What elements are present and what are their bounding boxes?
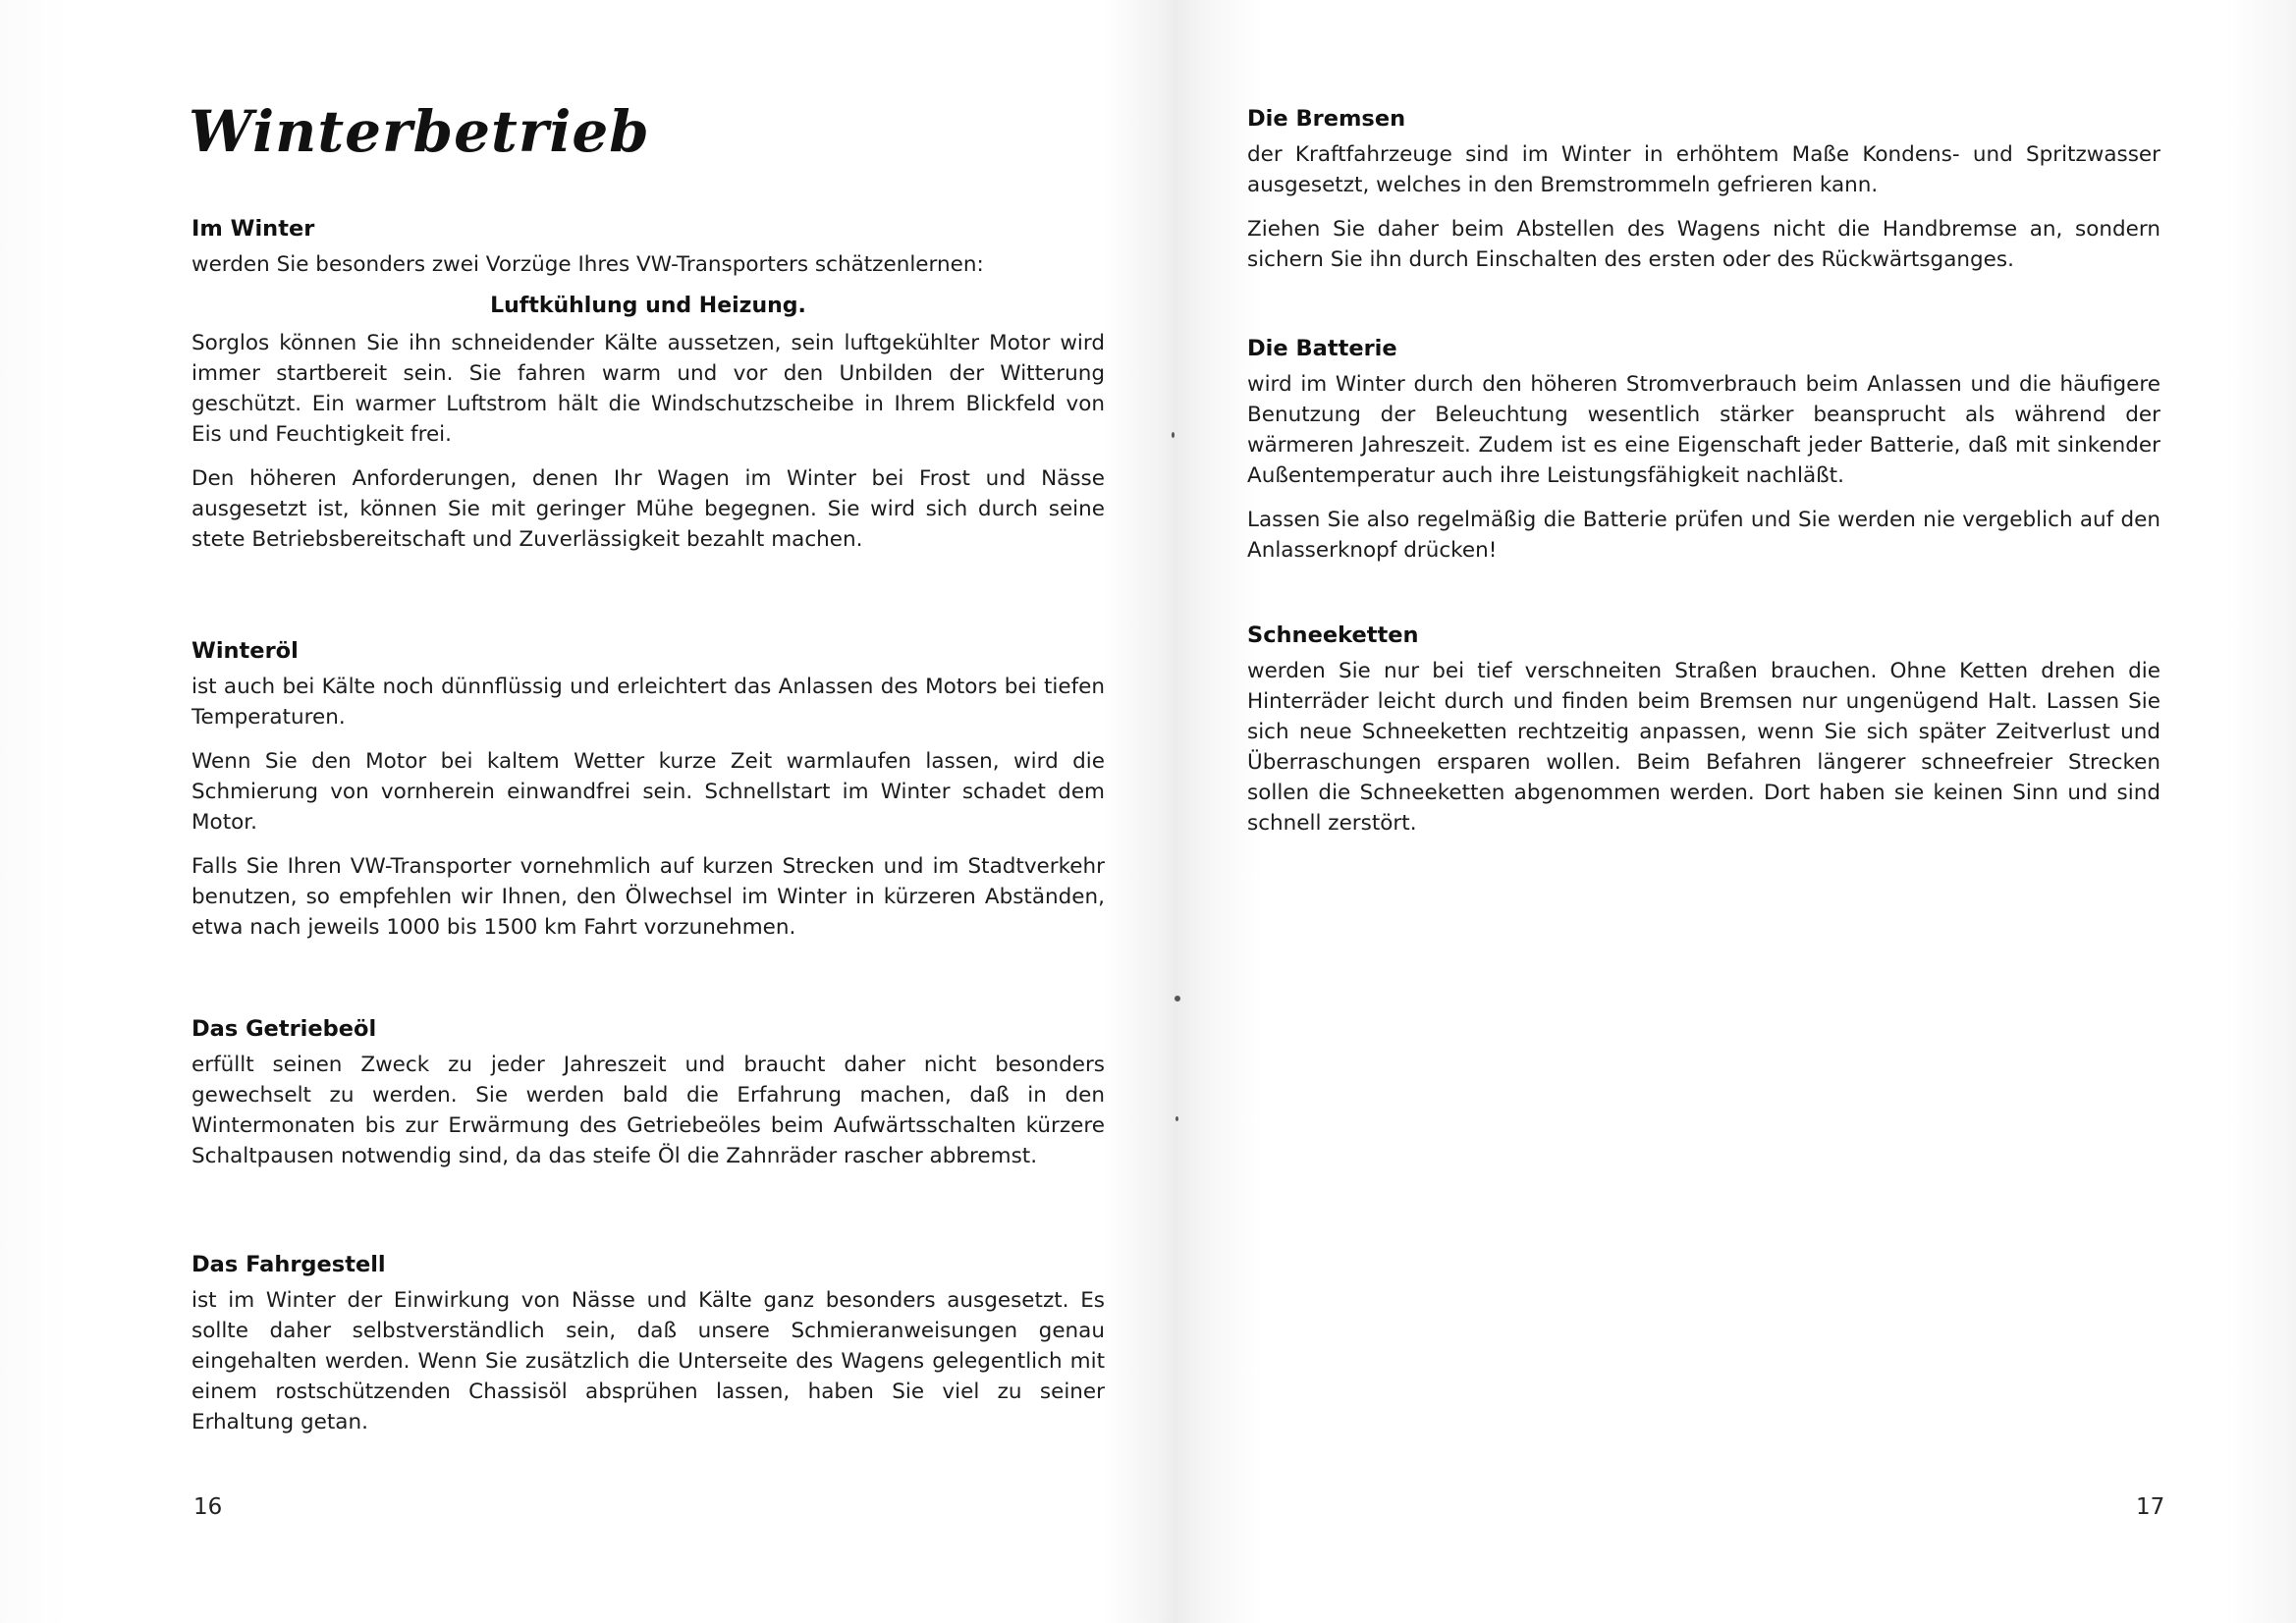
paragraph: werden Sie besonders zwei Vorzüge Ihres VW-Transporters schätzenlernen: <box>191 252 984 277</box>
highlight-line: Luftkühlung und Heizung. <box>490 294 806 318</box>
section-winteroel <box>191 638 1105 956</box>
page-title: Winterbetrieb <box>189 98 650 165</box>
section-heading: Im Winter <box>191 216 315 242</box>
section-heading: Das Fahrgestell <box>191 1252 386 1277</box>
section-heading: Winteröl <box>191 638 299 664</box>
paragraph: Sorglos können Sie ihn schneidender Kälte aussetzen, sein luftgekühlter Motor wird immer startbereit sein. Sie fahren warm und vor den Unbilden der Witterung geschützt. Ein warmer Luftstrom hält die Windschutzscheibe in Ihrem Blickfeld von Eis und Feuchtigkeit frei. <box>191 331 1105 447</box>
paragraph: erfüllt seinen Zweck zu jeder Jahreszeit und braucht daher nicht besonders gewechselt zu werden. Sie werden bald die Erfahrung machen, daß in den Wintermonaten bis zur Erwärmung des Getriebeöles beim Aufwärtsschalten kürzere Schaltpausen notwendig sind, da das steife Öl die Zahnräder rascher abbremst. <box>191 1053 1105 1168</box>
section-heading: Schneeketten <box>1247 622 1419 648</box>
section-im-winter <box>191 216 1105 568</box>
page-number: 17 <box>2136 1494 2165 1520</box>
paragraph: wird im Winter durch den höheren Stromverbrauch beim Anlassen und die häufigere Benutzung der Beleuchtung wesentlich stärker beansprucht als während der wärmeren Jahreszeit. Zudem ist es eine Eigenschaft jeder Batterie, daß mit sinkender Außentemperatur auch ihre Leistungsfähigkeit nachläßt. <box>1247 372 2160 488</box>
print-speck <box>1175 1116 1178 1121</box>
print-speck <box>1175 996 1180 1001</box>
paragraph: Wenn Sie den Motor bei kaltem Wetter kurze Zeit warmlaufen lassen, wird die Schmierung von vornherein einwandfrei sein. Schnellstart im Winter schadet dem Motor. <box>191 749 1105 835</box>
paragraph: Den höheren Anforderungen, denen Ihr Wagen im Winter bei Frost und Nässe ausgesetzt ist, können Sie mit geringer Mühe begegnen. Sie wird sich durch seine stete Betriebsbereitschaft und Zuverlässigkeit bezahlt machen. <box>191 466 1105 552</box>
paragraph: werden Sie nur bei tief verschneiten Straßen brauchen. Ohne Ketten drehen die Hinterräder leicht durch und finden beim Bremsen nur ungenügend Halt. Lassen Sie sich neue Schneeketten rechtzeitig anpassen, wenn Sie sich später Zeitverlust und Überraschungen ersparen wollen. Beim Befahren längerer schneefreier Strecken sollen die Schneeketten abgenommen werden. Dort haben sie keinen Sinn und sind schnell zerstört. <box>1247 659 2160 836</box>
paragraph: Falls Sie Ihren VW-Transporter vornehmlich auf kurzen Strecken und im Stadtverkehr benutzen, so empfehlen wir Ihnen, den Ölwechsel im Winter in kürzeren Abständen, etwa nach jeweils 1000 bis 1500 km Fahrt vorzunehmen. <box>191 854 1105 940</box>
section-heading: Die Bremsen <box>1247 106 1406 132</box>
paragraph: Lassen Sie also regelmäßig die Batterie prüfen und Sie werden nie vergeblich auf den Anlasserknopf drücken! <box>1247 508 2160 563</box>
paragraph: ist auch bei Kälte noch dünnflüssig und erleichtert das Anlassen des Motors bei tiefen Temperaturen. <box>191 675 1105 730</box>
section-heading: Die Batterie <box>1247 336 1397 361</box>
section-heading: Das Getriebeöl <box>191 1016 377 1042</box>
paragraph: der Kraftfahrzeuge sind im Winter in erhöhtem Maße Kondens- und Spritzwasser ausgesetzt, welches in den Bremstrommeln gefrieren kann. <box>1247 142 2160 197</box>
section-fahrgestell <box>191 1252 1105 1451</box>
section-schneeketten <box>1247 622 2160 852</box>
paragraph: Ziehen Sie daher beim Abstellen des Wagens nicht die Handbremse an, sondern sichern Sie ihn durch Einschalten des ersten oder des Rückwärtsganges. <box>1247 217 2160 272</box>
right-page <box>1149 0 2296 1623</box>
paragraph: ist im Winter der Einwirkung von Nässe und Kälte ganz besonders ausgesetzt. Es sollte daher selbstverständlich sein, daß unsere Schmieranweisungen genau eingehalten werden. Wenn Sie zusätzlich die Unterseite des Wagens gelegentlich mit einem rostschützenden Chassisöl absprühen lassen, haben Sie viel zu seiner Erhaltung getan. <box>191 1288 1105 1434</box>
page-number: 16 <box>193 1494 223 1520</box>
section-batterie <box>1247 336 2160 579</box>
print-speck <box>1172 432 1175 438</box>
section-getriebeoel <box>191 1016 1105 1185</box>
section-bremsen <box>1247 106 2160 289</box>
